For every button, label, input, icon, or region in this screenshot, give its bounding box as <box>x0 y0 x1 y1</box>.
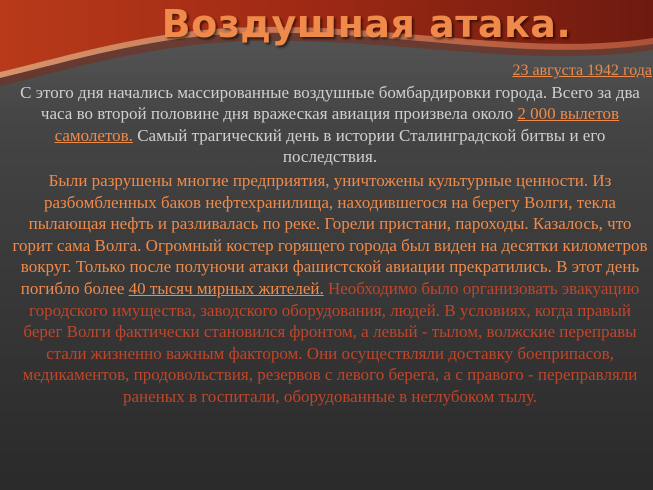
sorties-link[interactable]: 2 000 вылетов самолетов. <box>54 104 620 145</box>
paragraph-2-text-b: Необходимо было организовать эвакуацию городского имущества, заводского оборудования, людей. В условиях, когда правый берег Волги фактически становился фронтом, а левый - тылом, волжские переправы стали жизненно важным фактором. Они осуществляли доставку боеприпасов, медикаментов, продовольствия, резервов с левого берега, а с правого - переправляли раненых в госпитали, оборудованные в неглубоком тылу. <box>22 278 640 406</box>
casualties-link[interactable]: 40 тысяч мирных жителей. <box>128 278 324 298</box>
slide-title: Воздушная атака. <box>161 2 572 46</box>
paragraph-2-text-a: Были разрушены многие предприятия, уничтожены культурные ценности. Из разбомбленных баков нефтехранилища, находившегося на берегу Волги, текла пылающая нефть и разливалась по реке. Горели пристани, пароходы. Казалось, что горит сама Волга. Огромный костер горящего города был виден на десятки километров вокруг. Только после полуночи атаки фашистской авиации прекратились. В этот день погибло более <box>12 170 648 298</box>
paragraph-1 <box>8 82 652 168</box>
paragraph-2 <box>8 170 652 408</box>
slide-body <box>8 60 652 408</box>
paragraph-1-text-b: Самый трагический день в истории Сталинградской битвы и его последствия. <box>132 125 606 167</box>
date-line: 23 августа 1942 года <box>512 62 652 79</box>
paragraph-1-text-a: С этого дня начались массированные воздушные бомбардировки города. Всего за два часа во второй половине дня вражеская авиация произвела около <box>20 82 640 124</box>
